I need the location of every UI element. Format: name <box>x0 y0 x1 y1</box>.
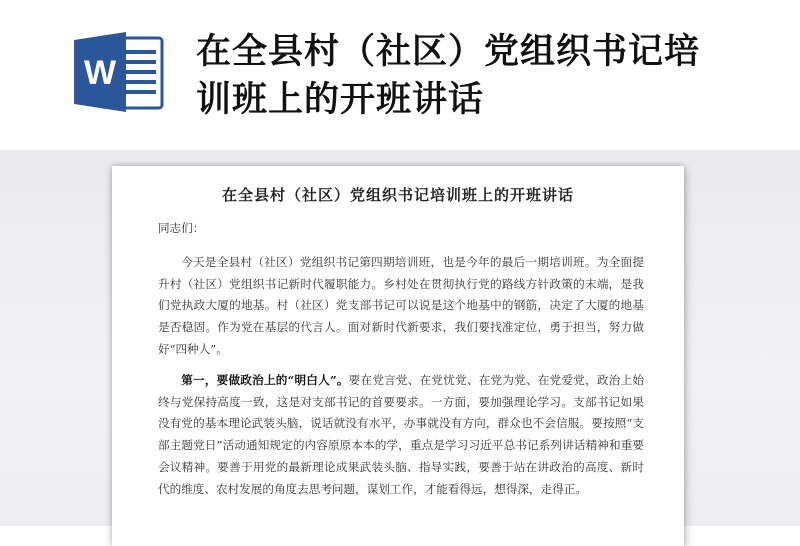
page-title: 在全县村（社区）党组织书记培训班上的开班讲话 <box>221 186 574 204</box>
header <box>0 0 800 150</box>
heading-line-2: 训班上的开班讲话 <box>196 80 485 120</box>
salutation: 同志们： <box>158 221 205 235</box>
paragraph-2-lead: 第一，要做政治上的“明白人”。 <box>181 372 349 387</box>
word-icon <box>74 32 166 112</box>
word-icon-letter: W <box>83 54 117 92</box>
document-page <box>112 166 684 546</box>
paragraph-2-text: 要在党言党、在党忧党、在党为党、在党爱党，政治上始终与党保持高度一致，这是对支部书记的首要要求。一方面，要加强理论学习。支部书记如果没有党的基本理论武装头脑，说话就没有水平，办事就没有方向，群众也不会信服。要按照“支部主题党日”活动通知规定的内容原原本本的学，重点是学习习近平总书记系列讲话精神和重要会议精神。要善于用党的最新理论成果武装头脑、指导实践，要善于站在讲政治的高度、新时代的维度、农村发展的角度去思考问题，谋划工作，才能看得远，想得深，走得正。 <box>158 372 644 496</box>
heading-line-1: 在全县村（社区）党组织书记培 <box>196 32 701 72</box>
document-heading <box>196 28 776 124</box>
document-body <box>158 218 644 510</box>
paragraph-2 <box>158 370 644 501</box>
paragraph-1: 今天是全县村（社区）党组织书记第四期培训班，也是今年的最后一期培训班。为全面提升村（社区）党组织书记新时代履职能力。乡村处在贯彻执行党的路线方针政策的末端，是我们党执政大厦的地基。村（社区）党支部书记可以说是这个地基中的钢筋，决定了大厦的地基是否稳固。作为党在基层的代言人。面对新时代新要求，我们要找准定位，勇于担当，努力做好“四种人”。 <box>158 254 644 356</box>
